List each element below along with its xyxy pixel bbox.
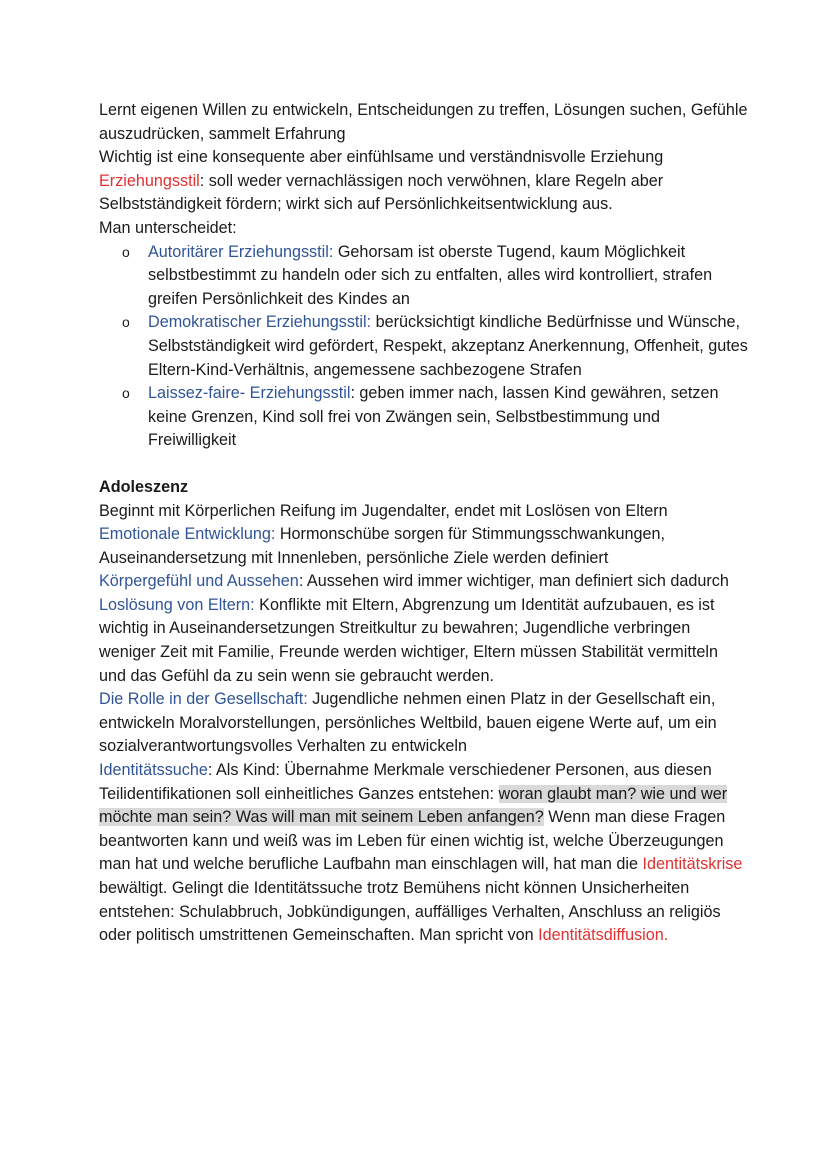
distinguish-line: Man unterscheidet: xyxy=(99,218,237,237)
identity-paragraph xyxy=(99,759,748,948)
style-term: Autoritärer Erziehungsstil: xyxy=(148,242,334,261)
list-item-laissez-faire xyxy=(122,382,748,453)
diffusion-term: Identitätsdiffusion. xyxy=(538,926,669,945)
style-text: berücksichtigt kindliche Bedürfnisse und Wünsche, Selbstständigkeit wird gefördert, Respekt, akzeptanz Anerkennung, Offenheit, gutes Eltern-Kind-Verhältnis, angemessene sachbezogene Strafen xyxy=(148,313,748,379)
adoleszenz-intro: Beginnt mit Körperlichen Reifung im Jugendalter, endet mit Loslösen von Eltern xyxy=(99,501,668,520)
body-term: Körpergefühl und Aussehen xyxy=(99,572,299,591)
style-text: Gehorsam ist oberste Tugend, kaum Möglichkeit selbstbestimmt zu handeln oder sich zu entfalten, alles wird kontrolliert, strafen greifen Persönlichkeit des Kindes an xyxy=(148,242,713,308)
list-item-demokratisch xyxy=(122,311,748,382)
erziehungsstil-term: Erziehungsstil xyxy=(99,171,200,190)
erziehungsstil-definition: : soll weder vernachlässigen noch verwöhnen, klare Regeln aber Selbstständigkeit fördern; wirkt sich auf Persönlichkeitsentwicklung aus. xyxy=(99,171,664,214)
erziehungsstil-paragraph xyxy=(99,170,748,217)
role-term: Die Rolle in der Gesellschaft: xyxy=(99,690,308,709)
list-bullet: o xyxy=(122,243,130,260)
role-paragraph xyxy=(99,688,748,759)
identity-highlight: woran glaubt man? wie und wer möchte man sein? Was will man mit seinem Leben anfangen? xyxy=(99,784,728,827)
list-bullet: o xyxy=(122,314,130,331)
list-item-autoritaer xyxy=(122,241,748,312)
identity-text-3: bewältigt. Gelingt die Identitätssuche trotz Bemühens nicht können Unsicherheiten entstehen: Schulabbruch, Jobkündigungen, auffälliges Verhalten, Anschluss an religiös oder politisch umstrittenen Gemeinschaften. Man spricht von xyxy=(99,879,721,945)
style-term: Laissez-faire- Erziehungsstil xyxy=(148,384,351,403)
erziehungsstil-list xyxy=(99,241,748,453)
intro-line-1: Lernt eigenen Willen zu entwickeln, Entscheidungen zu treffen, Lösungen suchen, Gefühle auszudrücken, sammelt Erfahrung xyxy=(99,101,748,143)
detach-paragraph xyxy=(99,594,748,688)
detach-term: Loslösung von Eltern: xyxy=(99,595,255,614)
crisis-term: Identitätskrise xyxy=(642,855,743,874)
intro-line-2: Wichtig ist eine konsequente aber einfühlsame und verständnisvolle Erziehung xyxy=(99,148,664,167)
identity-text-1: : Als Kind: Übernahme Merkmale verschiedener Personen, aus diesen Teilidentifikationen soll einheitliches Ganzes entstehen: xyxy=(99,761,712,803)
emotional-text: Hormonschübe sorgen für Stimmungsschwankungen, Auseinandersetzung mit Innenleben, persönliche Ziele werden definiert xyxy=(99,525,665,567)
section-spacer xyxy=(99,453,748,476)
body-text: : Aussehen wird immer wichtiger, man definiert sich dadurch xyxy=(298,572,729,591)
identity-text-2: Wenn man diese Fragen beantworten kann und weiß was im Leben für einen wichtig ist, welche Überzeugungen man hat und welche berufliche Laufbahn man einschlagen will, hat man die xyxy=(99,808,726,874)
identity-term: Identitätssuche xyxy=(99,761,208,780)
emotional-term: Emotionale Entwicklung: xyxy=(99,525,276,544)
list-bullet: o xyxy=(122,385,130,402)
body-paragraph xyxy=(99,570,748,594)
detach-text: Konflikte mit Eltern, Abgrenzung um Identität aufzubauen, es ist wichtig in Auseinandersetzungen Streitkultur zu bewahren; Jugendliche verbringen weniger Zeit mit Familie, Freunde werden wichtiger, Eltern müssen Stabilität vermitteln und das Gefühl da zu sein wenn sie gebraucht werden. xyxy=(99,595,718,685)
style-term: Demokratischer Erziehungsstil: xyxy=(148,313,372,332)
style-text: : geben immer nach, lassen Kind gewähren, setzen keine Grenzen, Kind soll frei von Zwängen sein, Selbstbestimmung und Freiwilligkeit xyxy=(148,384,719,450)
role-text: Jugendliche nehmen einen Platz in der Gesellschaft ein, entwickeln Moralvorstellungen, persönliches Weltbild, bauen eigene Werte auf, um ein sozialverantwortungsvolles Verhalten zu entwickeln xyxy=(99,690,717,756)
emotional-paragraph xyxy=(99,523,748,570)
section-heading-adoleszenz: Adoleszenz xyxy=(99,477,189,496)
